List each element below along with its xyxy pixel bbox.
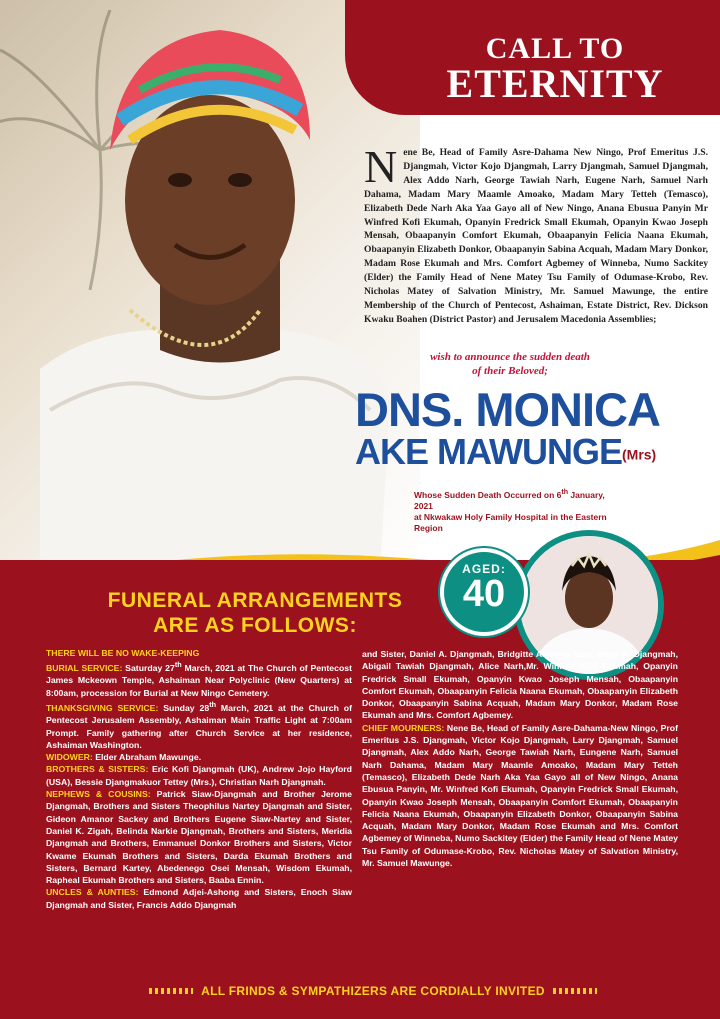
- death-date-pre: Whose Sudden Death Occurred on 6: [414, 489, 562, 500]
- page-title: [410, 34, 700, 104]
- siblings-label: BROTHERS & SISTERS:: [46, 764, 149, 775]
- announce-line1: wish to announce the sudden death: [430, 351, 590, 363]
- intro-text: ene Be, Head of Family Asre-Dahama New Ningo, Prof Emeritus J.S. Djangmah, Victor Kojo Djangmah, Larry Djangmah, Samuel Djangmah, Alex Addo Narh, George Tawiah Narh, Eugene Narh, Samuel Narh Dahama, Madam Mary Maamle Amoako, Madam Mary Tetteh (Temasco), Elizabeth Dede Narh Aka Yaa Gayo all of New Ningo, Anana Ebusua Panyin Mr Winfred Kofi Ekumah, Opanyin Fredrick Small Ekumah, Opanyin Kwao Joseph Mensah, Obaapanyin Comfort Ekumah, Obaapanyin Felicia Naana Ekumah, Obaapanyin Elizabeth Donkor, Obaapanyin Sabina Acquah, Madam Mary Donkor, Madam Rose Ekumah and Mrs. Comfort Agbemey of Winneba, Numo Sackitey (Elder) the Family Head of Nene Matey Tsu Family of Odumase-Krobo, Rev. Nicholas Matey of Salvation Ministry, Mr. Samuel Mawunge, the entire Membership of the Church of Pentecost, Ashaiman, Estate District, Rev. Dickson Kwaku Boahen (District Pastor) and Jerusalem Macedonia Assemblies;: [364, 147, 708, 325]
- widower-label: WIDOWER:: [46, 752, 93, 763]
- thanksgiving-date: Sunday 28: [158, 702, 210, 713]
- intro-paragraph: [364, 141, 708, 327]
- thanksgiving-service: [46, 699, 352, 751]
- chief-mourners-label: CHIEF MOURNERS:: [362, 722, 445, 733]
- dropcap: N: [364, 141, 398, 192]
- widower-text: Elder Abraham Mawunge.: [92, 752, 202, 763]
- death-date-sup: th: [561, 488, 569, 496]
- deceased-title: (Mrs): [622, 446, 657, 463]
- age-label: AGED:: [462, 562, 506, 576]
- chief-mourners-text: Nene Be, Head of Family Asre-Dahama-New Ningo, Prof Emeritus J.S. Djangmah, Victor Kojo Djangmah, Larry Djangmah, Samuel Djangmah, Alex Addo Narh, George Tawiah Narh, Eungene Narh, Samuel Narh Dahama, Madam Mary Maamle Amoako, Madam Mary Tetteh (Temasco), Elizabeth Dede Narh Aka Yaa Gayo all of New Ningo, Anana Ebusua Panyin, Mr. Winfred Kofi Ekumah, Opanyin Fredrick Small Ekumah, Opanyin Kwao Joseph Mensah, Obaapanyin Comfort Ekumah, Obaapanyin Felicia Naana Ekumah, Obaapanyin Elizabeth Donkor, Obaapanyin Sabina Acquah, Madam Mary Donkor, Madam Rose Ekumah and Mrs. Comfort Agbemey of Winneba, Numo Sackitey (Elder) the Family Head of Nene Matey Tsu Family of Odumase-Krobo, Rev. Nicholas Matey of Salvation Ministry, Mr. Samuel Mawunge.: [362, 722, 678, 869]
- thanksgiving-details: March, 2021 at the Church of Pentecost Jerusalem Assembly, Ashaiman Main Traffic Light at 7:00am Prompt. Family gathering after Church Service at her residence, Ashaiman Washington.: [46, 702, 353, 750]
- age-badge: [440, 548, 528, 636]
- no-wake-notice: THERE WILL BE NO WAKE-KEEPING: [46, 648, 200, 658]
- uncles-text: Edmond Adjei-Ashong and Sisters, Enoch Siaw Djangmah and Sister, Francis Addo Djangmah: [46, 887, 352, 910]
- deceased-name-line2: [355, 431, 657, 472]
- widower: [46, 751, 352, 763]
- nephews-label: NEPHEWS & COUSINS:: [46, 789, 151, 800]
- funeral-heading-line2: ARE AS FOLLOWS:: [153, 614, 357, 637]
- age-value: 40: [462, 573, 506, 615]
- burial-label: BURIAL SERVICE:: [46, 663, 123, 674]
- woman-portrait: [40, 30, 400, 570]
- thanksgiving-sup: th: [209, 700, 217, 710]
- uncles-continued: and Sister, Daniel A. Djangmah, Bridgitte Akweley Sam, Betty A. Djangmah, Abigail Tawiah Djangmah, Alice Narh,Mr. Winfred Kofi Ekumah, Opanyin Fredrick Small Ekumah, Opanyin Kwao Joseph Mensah, Obaapanyin Comfort Ekumah, Obaapanyin Felicia Naana Ekumah, Obaapanyin Elizabeth Donkor, Obaapanyin Sabina Acquah, Madam Mary Donkor, Madam Rose Ekumah and Mrs. Comfort Agbemey.: [362, 649, 678, 721]
- death-date-post: January, 2021: [414, 489, 605, 511]
- nephews-text: Patrick Siaw-Djangmah and Brother Jerome Djangmah, Brothers and Sisters Theophilus Nartey Djangmah and Sister, Gideon Amanor Sackey and Brothers Eugene Siaw-Nartey and Sister, Daniel K. Zigah, Belinda Narkie Djangmah, Brothers and Sisters, Meridia Djangmah and Brothers, Emmanuel Donkor Brothers and Sisters, Victor Kwame Ekumah Brothers and Sisters, Darda Ekumah Brothers and Sisters, Bernard Kartey, Abedenego Osei Mensah, Wisdom Ekumah, Rapheal Ekumah Brothers and Sisters, Baaba Ennin.: [46, 789, 352, 886]
- title-line2: ETERNITY: [446, 61, 664, 106]
- death-date: [414, 487, 624, 512]
- siblings-text: Eric Kofi Djangmah (UK), Andrew Jojo Hayford (USA), Bessie Djangmakuor Tettey (Mrs.), Christian Narh Djangmah.: [46, 764, 352, 787]
- burial-details: March, 2021 at The Church of Pentecost James Mckeown Temple, Ashaiman Near Polyclinic (New Quarters) at 8:00am, procession for Burial at New Ningo Cemetery.: [46, 663, 352, 698]
- deceased-surname: AKE MAWUNGE: [355, 431, 622, 472]
- funeral-heading-line1: FUNERAL ARRANGEMENTS: [107, 589, 403, 612]
- dotted-divider-right: [553, 988, 597, 994]
- dotted-divider-left: [149, 988, 193, 994]
- uncles-aunties: [46, 886, 352, 911]
- burial-service: [46, 659, 352, 699]
- deceased-name-line1: DNS. MONICA: [355, 383, 660, 436]
- announcement: [400, 350, 620, 378]
- thanksgiving-label: THANKSGIVING SERVICE:: [46, 702, 159, 713]
- footer-text: ALL FRINDS & SYMPATHIZERS ARE CORDIALLY INVITED: [201, 984, 545, 998]
- arrangements-left-column: [46, 647, 352, 911]
- uncles-label: UNCLES & AUNTIES:: [46, 887, 139, 898]
- brothers-sisters: [46, 763, 352, 788]
- footer-invitation: [108, 982, 638, 1000]
- announce-line2: of their Beloved;: [472, 365, 548, 377]
- funeral-heading: [80, 588, 430, 638]
- chief-mourners: [362, 722, 678, 870]
- burial-sup: th: [174, 660, 182, 670]
- title-line1: CALL TO: [485, 32, 625, 65]
- arrangements-right-column: [362, 648, 678, 869]
- death-place: at Nkwakaw Holy Family Hospital in the Eastern Region: [414, 511, 607, 533]
- burial-date: Saturday 27: [122, 663, 175, 674]
- nephews-cousins: [46, 788, 352, 886]
